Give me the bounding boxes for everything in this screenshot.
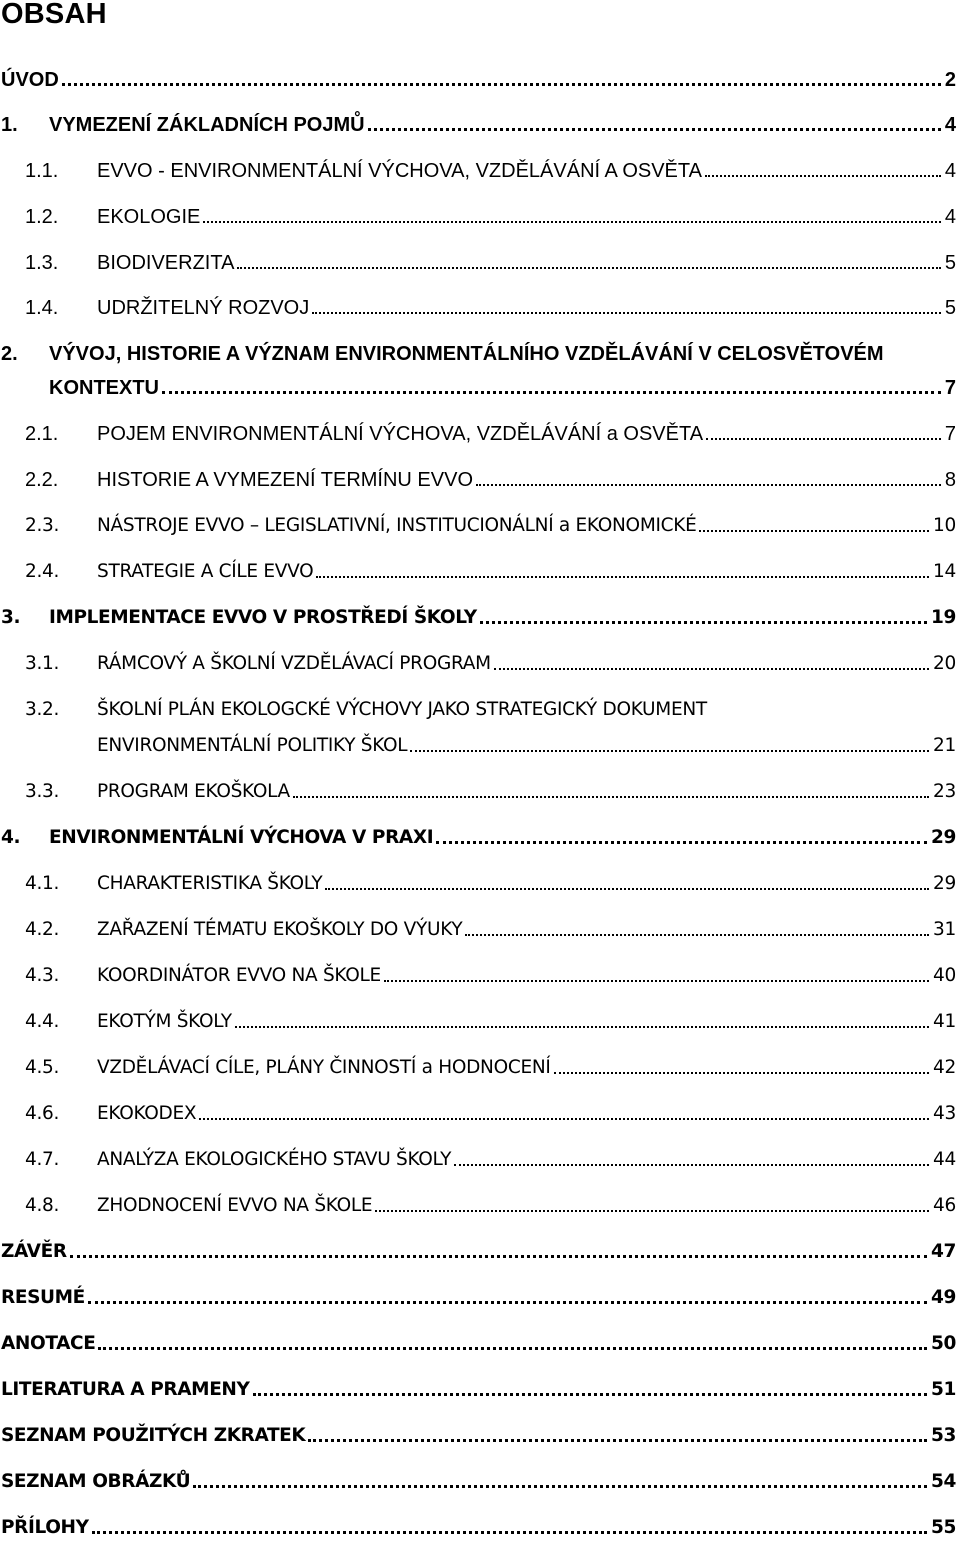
toc-entry-page: 55 <box>931 1517 956 1538</box>
toc-entry-page: 41 <box>933 1011 956 1032</box>
toc-entry[interactable] <box>1 605 956 631</box>
toc-entry-number: 4.2. <box>25 919 60 940</box>
toc-leader-dots <box>325 871 929 897</box>
toc-entry-number: 2.4. <box>25 561 60 582</box>
toc-entry[interactable] <box>25 467 956 493</box>
toc-entry-number: 1. <box>1 114 18 136</box>
toc-entry[interactable] <box>25 1193 956 1219</box>
toc-entry[interactable] <box>1 1423 956 1449</box>
toc-entry-title: RÁMCOVÝ A ŠKOLNÍ VZDĚLÁVACÍ PROGRAM <box>97 653 491 674</box>
toc-leader-dots <box>454 1147 929 1173</box>
toc-entry[interactable] <box>25 1147 956 1173</box>
toc-entry-title: EKOTÝM ŠKOLY <box>97 1011 232 1032</box>
toc-entry-page: 42 <box>933 1057 956 1078</box>
toc-entry-title: EKOKODEX <box>97 1103 197 1124</box>
toc-entry-title: KOORDINÁTOR EVVO NA ŠKOLE <box>97 965 381 986</box>
toc-leader-dots <box>88 1285 927 1311</box>
toc-entry[interactable] <box>1 1469 956 1495</box>
toc-entry[interactable] <box>25 158 956 184</box>
toc-leader-dots <box>368 112 941 138</box>
toc-entry-title-continued: ENVIRONMENTÁLNÍ POLITIKY ŠKOL <box>97 735 408 756</box>
toc-entry-page: 5 <box>944 252 956 274</box>
toc-entry-number: 1.1. <box>25 160 59 182</box>
toc-entry[interactable] <box>25 779 956 805</box>
toc-entry-title: IMPLEMENTACE EVVO V PROSTŘEDÍ ŠKOLY <box>49 607 477 628</box>
toc-leader-dots <box>384 963 929 989</box>
toc-entry-title: UDRŽITELNÝ ROZVOJ <box>97 297 310 319</box>
toc-entry-page: 49 <box>931 1287 956 1308</box>
toc-entry-title: ZÁVĚR <box>1 1241 67 1262</box>
toc-entry-title: ANALÝZA EKOLOGICKÉHO STAVU ŠKOLY <box>97 1149 452 1170</box>
toc-entry-title: ZHODNOCENÍ EVVO NA ŠKOLE <box>97 1195 373 1216</box>
toc-entry[interactable] <box>25 1055 956 1081</box>
toc-leader-dots <box>480 605 927 631</box>
toc-leader-dots <box>92 1515 927 1541</box>
toc-entry-title-continued: KONTEXTU <box>49 377 159 399</box>
toc-entry-title: VZDĚLÁVACÍ CÍLE, PLÁNY ČINNOSTÍ a HODNOCENÍ <box>97 1057 551 1078</box>
toc-entry-number: 1.4. <box>25 297 59 319</box>
toc-entry-page: 4 <box>944 160 956 182</box>
toc-entry-title: ANOTACE <box>1 1333 96 1354</box>
toc-entry[interactable] <box>25 421 956 447</box>
toc-leader-dots <box>162 375 941 401</box>
toc-entry-title: PŘÍLOHY <box>1 1517 89 1538</box>
toc-entry-page: 20 <box>933 653 956 674</box>
toc-leader-dots <box>436 825 927 851</box>
toc-entry-title: BIODIVERZITA <box>97 252 235 274</box>
toc-leader-dots <box>312 295 941 321</box>
toc-entry-title: STRATEGIE A CÍLE EVVO <box>97 561 314 582</box>
toc-leader-dots <box>706 421 941 447</box>
toc-entry-page: 50 <box>931 1333 956 1354</box>
toc-entry-page: 5 <box>944 297 956 319</box>
toc-entry[interactable] <box>25 917 956 943</box>
toc-leader-dots <box>199 1101 929 1127</box>
toc-entry[interactable] <box>25 295 956 321</box>
toc-entry-title: EKOLOGIE <box>97 206 201 228</box>
toc-leader-dots <box>554 1055 929 1081</box>
toc-leader-dots <box>316 559 929 585</box>
toc-entry-page: 4 <box>944 206 956 228</box>
toc-entry[interactable] <box>1 825 956 851</box>
toc-entry-page: 4 <box>944 114 956 136</box>
toc-leader-dots <box>62 67 941 93</box>
toc-entry-title: EVVO - ENVIRONMENTÁLNÍ VÝCHOVA, VZDĚLÁVÁNÍ A OSVĚTA <box>97 160 702 182</box>
toc-entry-page: 31 <box>933 919 956 940</box>
toc-entry-page: 14 <box>933 561 956 582</box>
toc-entry-title: NÁSTROJE EVVO – LEGISLATIVNÍ, INSTITUCIONÁLNÍ a EKONOMICKÉ <box>97 515 697 536</box>
toc-leader-dots <box>375 1193 929 1219</box>
toc-entry-page: 10 <box>933 515 956 536</box>
toc-entry[interactable] <box>25 871 956 897</box>
toc-leader-dots <box>98 1331 927 1357</box>
toc-entry[interactable] <box>25 1009 956 1035</box>
toc-entry-title: ENVIRONMENTÁLNÍ VÝCHOVA V PRAXI <box>49 827 434 848</box>
toc-entry[interactable] <box>1 1377 956 1403</box>
toc-entry-number: 3. <box>1 607 21 628</box>
toc-entry-title: ŠKOLNÍ PLÁN EKOLOGCKÉ VÝCHOVY JAKO STRATEGICKÝ DOKUMENT <box>97 699 707 720</box>
toc-entry-number: 3.2. <box>25 699 60 720</box>
toc-entry-page: 8 <box>944 469 956 491</box>
toc-entry-title: SEZNAM OBRÁZKŮ <box>1 1471 191 1492</box>
toc-entry-number: 4.7. <box>25 1149 60 1170</box>
toc-entry-page: 40 <box>933 965 956 986</box>
toc-leader-dots <box>237 250 940 276</box>
toc-leader-dots <box>465 917 929 943</box>
toc-entry-page: 43 <box>933 1103 956 1124</box>
toc-entry[interactable] <box>49 375 956 401</box>
toc-entry[interactable] <box>1 1285 956 1311</box>
toc-entry-number: 4.3. <box>25 965 60 986</box>
toc-entry[interactable] <box>25 204 956 230</box>
toc-entry-page: 53 <box>931 1425 956 1446</box>
toc-entry-number: 3.1. <box>25 653 60 674</box>
toc-leader-dots <box>410 733 929 759</box>
toc-entry-number: 3.3. <box>25 781 60 802</box>
toc-entry-title: ÚVOD <box>1 69 59 91</box>
toc-leader-dots <box>308 1423 927 1449</box>
toc-leader-dots <box>494 651 929 677</box>
toc-entry[interactable] <box>25 963 956 989</box>
toc-entry-title: LITERATURA A PRAMENY <box>1 1379 250 1400</box>
toc-entry[interactable] <box>25 559 956 585</box>
toc-leader-dots <box>70 1239 927 1265</box>
toc-entry-number: 4.6. <box>25 1103 60 1124</box>
toc-entry[interactable] <box>1 112 956 138</box>
toc-entry-title: PROGRAM EKOŠKOLA <box>97 781 290 802</box>
toc-entry-page: 29 <box>931 827 956 848</box>
toc-entry-number: 2.1. <box>25 423 59 445</box>
toc-entry-number: 2.2. <box>25 469 59 491</box>
toc-entry-title: VÝVOJ, HISTORIE A VÝZNAM ENVIRONMENTÁLNÍHO VZDĚLÁVÁNÍ V CELOSVĚTOVÉM <box>49 343 884 365</box>
toc-entry-title: VYMEZENÍ ZÁKLADNÍCH POJMŮ <box>49 114 365 136</box>
toc-entry-number: 4.4. <box>25 1011 60 1032</box>
toc-entry[interactable] <box>1 1331 956 1357</box>
toc-entry[interactable] <box>25 513 956 539</box>
toc-entry-page: 21 <box>933 735 956 756</box>
toc-entry-page: 44 <box>933 1149 956 1170</box>
toc-entry-page: 46 <box>933 1195 956 1216</box>
toc-entry[interactable] <box>97 733 956 759</box>
toc-entry[interactable] <box>25 250 956 276</box>
toc-entry-number: 2.3. <box>25 515 60 536</box>
toc-entry-page: 51 <box>931 1379 956 1400</box>
toc-entry-page: 7 <box>944 423 956 445</box>
toc-leader-dots <box>699 513 929 539</box>
toc-leader-dots <box>203 204 941 230</box>
toc-entry-number: 4.1. <box>25 873 60 894</box>
toc-entry[interactable] <box>25 651 956 677</box>
toc-entry-page: 29 <box>933 873 956 894</box>
toc-entry-number: 4.5. <box>25 1057 60 1078</box>
toc-leader-dots <box>235 1009 929 1035</box>
toc-leader-dots <box>253 1377 928 1403</box>
toc-leader-dots <box>293 779 929 805</box>
toc-entry-first-line[interactable] <box>25 697 707 723</box>
toc-entry[interactable] <box>1 1239 956 1265</box>
toc-leader-dots <box>193 1469 927 1495</box>
toc-entry-title: HISTORIE A VYMEZENÍ TERMÍNU EVVO <box>97 469 474 491</box>
toc-entry-page: 23 <box>933 781 956 802</box>
toc-entry[interactable] <box>25 1101 956 1127</box>
toc-entry-first-line[interactable] <box>1 341 884 367</box>
toc-entry[interactable] <box>1 1515 956 1541</box>
toc-entry-page: 19 <box>931 607 956 628</box>
toc-entry-title: ZAŘAZENÍ TÉMATU EKOŠKOLY DO VÝUKY <box>97 919 463 940</box>
toc-entry-page: 7 <box>944 377 956 399</box>
toc-entry-page: 2 <box>944 69 956 91</box>
toc-entry-page: 54 <box>931 1471 956 1492</box>
toc-leader-dots <box>476 467 941 493</box>
toc-entry-number: 4.8. <box>25 1195 60 1216</box>
toc-entry-number: 1.2. <box>25 206 59 228</box>
toc-entry-title: CHARAKTERISTIKA ŠKOLY <box>97 873 323 894</box>
toc-entry-title: RESUMÉ <box>1 1287 85 1308</box>
toc-entry-number: 1.3. <box>25 252 59 274</box>
toc-entry-title: POJEM ENVIRONMENTÁLNÍ VÝCHOVA, VZDĚLÁVÁNÍ a OSVĚTA <box>97 423 704 445</box>
toc-entry-page: 47 <box>931 1241 956 1262</box>
toc-entry-number: 4. <box>1 827 21 848</box>
toc-entry[interactable] <box>1 67 956 93</box>
page-title: OBSAH <box>1 0 107 30</box>
toc-entry-title: SEZNAM POUŽITÝCH ZKRATEK <box>1 1425 306 1446</box>
toc-entry-number: 2. <box>1 343 18 365</box>
toc-leader-dots <box>705 158 941 184</box>
